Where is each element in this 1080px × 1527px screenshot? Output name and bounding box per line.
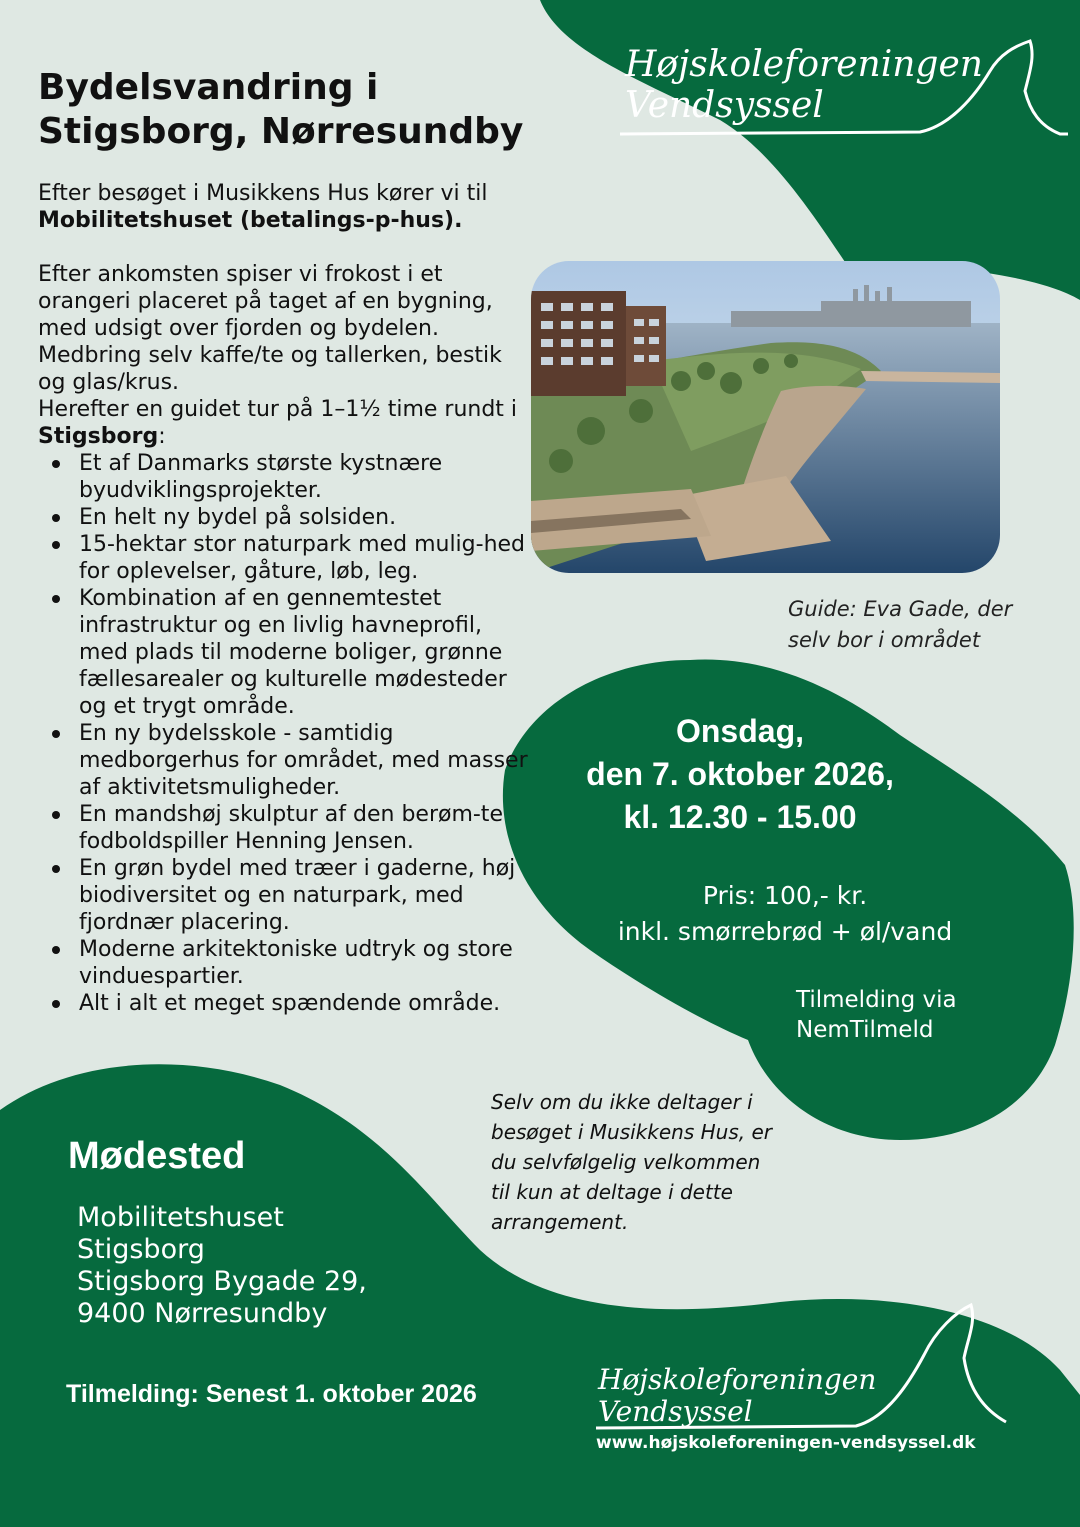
list-item: En grøn bydel med træer i gaderne, høj biodiversitet og en naturpark, med fjordnær placering. (79, 855, 528, 936)
waterfront-photo (531, 261, 1000, 573)
guide-caption: Guide: Eva Gade, der selv bor i området (788, 597, 1013, 652)
intro-paragraph-2: Efter ankomsten spiser vi frokost i et orangeri placeret på taget af en bygning, med udsigt over fjorden og bydelen. Medbring selv kaffe/te og tallerken, bestik og glas/krus. (38, 262, 502, 395)
meeting-heading: Mødested (68, 1135, 246, 1177)
logo-bottom: Højskoleforeningen Vendsyssel (598, 1363, 877, 1428)
list-item: Et af Danmarks største kystnære byudviklingsprojekter. (79, 450, 528, 504)
logo-bottom-outline-icon (596, 1300, 1016, 1432)
page-title: Bydelsvandring i Stigsborg, Nørresundby (38, 67, 524, 152)
logo-top-outline-icon (620, 36, 1080, 146)
participation-note: Selv om du ikke deltager i besøget i Musikkens Hus, er du selvfølgelig velkommen til kun at deltage i dette arrangement. (491, 1090, 772, 1234)
intro-paragraph-3: Herefter en guidet tur på 1–1½ time rundt i Stigsborg: (38, 397, 518, 449)
highlight-list (38, 450, 528, 1017)
meeting-address: Mobilitetshuset Stigsborg Stigsborg Bygade 29, 9400 Nørresundby (77, 1202, 367, 1329)
intro-paragraph-1: Efter besøget i Musikkens Hus kører vi til Mobilitetshuset (betalings-p-hus). (38, 181, 488, 233)
list-item: Kombination af en gennemtestet infrastruktur og en livlig havneprofil, med plads til moderne boliger, grønne fællesarealer og kulturelle mødesteder og et trygt område. (79, 585, 528, 720)
list-item: 15-hektar stor naturpark med mulig-hed for oplevelser, gåture, løb, leg. (79, 531, 528, 585)
intro-text (38, 180, 528, 1017)
logo-top: Højskoleforeningen Vendsyssel (625, 44, 983, 126)
list-item: Moderne arkitektoniske udtryk og store vinduespartier. (79, 936, 528, 990)
list-item: En mandshøj skulptur af den berøm-te fodboldspiller Henning Jensen. (79, 801, 528, 855)
event-price: Pris: 100,- kr. inkl. smørrebrød + øl/vand (617, 881, 953, 946)
list-item: En ny bydelsskole - samtidig medborgerhus for området, med masser af aktivitetsmuligheder. (79, 721, 528, 800)
website-url: www.højskoleforeningen-vendsyssel.dk (596, 1433, 976, 1453)
list-item: Alt i alt et meget spændende område. (79, 990, 528, 1017)
signup-deadline: Tilmelding: Senest 1. oktober 2026 (66, 1380, 477, 1408)
signup-info: Tilmelding via NemTilmeld (796, 987, 957, 1043)
event-date: Onsdag, den 7. oktober 2026, kl. 12.30 - 15.00 (586, 713, 894, 835)
list-item: En helt ny bydel på solsiden. (79, 504, 528, 531)
waterfront-illustration (531, 261, 1000, 573)
